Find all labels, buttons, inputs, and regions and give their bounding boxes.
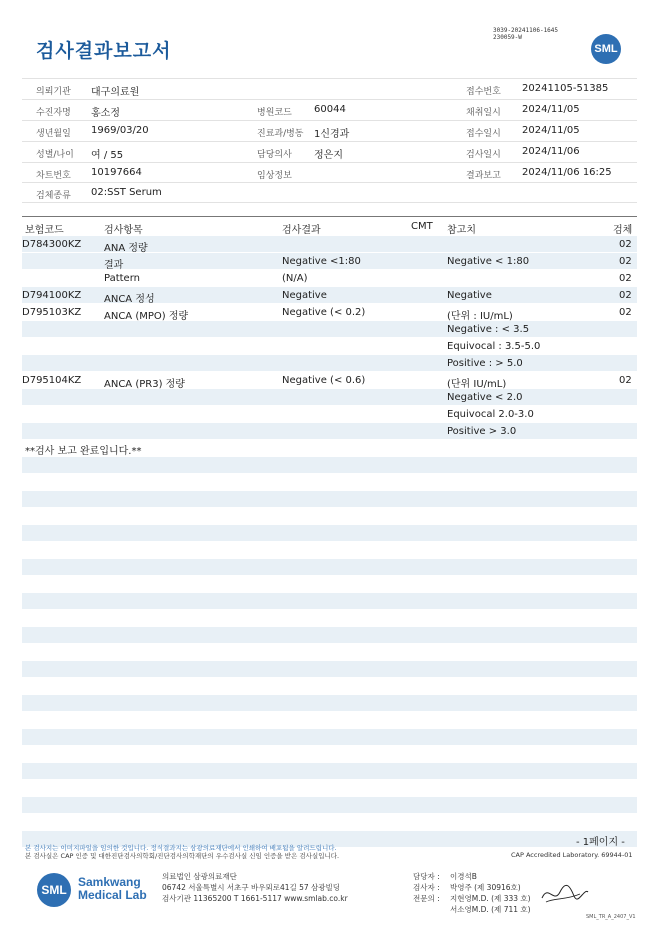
column-header-item: 검사항목: [104, 225, 143, 236]
row-item: ANCA (MPO) 정량: [104, 311, 189, 322]
field-value: 2024/11/06 16:25: [522, 167, 612, 178]
field-label: 의뢰기관: [36, 87, 71, 97]
staff-value: 서소영M.D. (제 711 호): [450, 905, 531, 914]
row-item: Pattern: [104, 273, 140, 284]
field-label: 진료과/병동: [257, 129, 304, 139]
header-divider: [22, 202, 637, 203]
row-item: ANCA (PR3) 정량: [104, 379, 185, 390]
staff-label: 검사자 :: [413, 883, 440, 892]
signature-icon: [540, 878, 590, 908]
header-divider: [22, 182, 637, 183]
field-label: 접수번호: [466, 87, 501, 97]
organization-contact: 검사기관 11365200 T 1661-5117 www.smlab.co.kr: [162, 894, 348, 903]
staff-value: 이경석B: [450, 872, 477, 881]
row-reference: Negative: [447, 290, 492, 301]
row-item: 결과: [104, 260, 124, 271]
row-item: ANCA 정성: [104, 294, 155, 305]
staff-label: 전문의 :: [413, 894, 440, 903]
field-value: 20241105-51385: [522, 83, 609, 94]
field-label: 결과보고: [466, 171, 501, 181]
column-header-cmt: CMT: [411, 221, 433, 232]
field-label: 수진자명: [36, 108, 71, 118]
row-code: D794100KZ: [22, 290, 82, 301]
row-stripe: [22, 593, 637, 609]
row-stripe: [22, 695, 637, 711]
cap-accreditation: CAP Accredited Laboratory. 69944-01: [511, 851, 633, 859]
row-item: ANA 정량: [104, 243, 148, 254]
row-stripe: [22, 729, 637, 745]
sml-logo-icon: SML: [591, 34, 621, 64]
brand-line-1: Samkwang: [78, 875, 141, 889]
row-reference: Positive > 3.0: [447, 426, 517, 437]
field-label: 검체종류: [36, 191, 71, 201]
document-id-line-2: 230059-W: [493, 34, 522, 41]
row-stripe: [22, 389, 637, 405]
row-result: Negative (< 0.2): [282, 307, 366, 318]
header-divider: [22, 120, 637, 121]
row-code: D784300KZ: [22, 239, 82, 250]
field-value: 60044: [314, 104, 346, 115]
field-value: 정은지: [314, 150, 343, 161]
row-stripe: [22, 661, 637, 677]
field-value: 2024/11/06: [522, 146, 580, 157]
organization-address: 06742 서울특별시 서초구 바우뫼로41길 57 삼광빌딩: [162, 883, 341, 892]
staff-value: 박영주 (제 30916호): [450, 883, 521, 892]
field-value: 여 / 55: [91, 150, 124, 161]
organization-name: 의료법인 삼광의료재단: [162, 872, 237, 881]
field-label: 생년월일: [36, 129, 71, 139]
staff-value: 지현영M.D. (제 333 호): [450, 894, 531, 903]
row-stripe: [22, 763, 637, 779]
field-value: 02:SST Serum: [91, 187, 162, 198]
header-divider: [22, 162, 637, 163]
brand-name: [78, 876, 147, 902]
header-divider: [22, 99, 637, 100]
column-header-specimen: 검체: [613, 225, 633, 236]
row-reference: (단위 IU/mL): [447, 379, 507, 390]
field-label: 접수일시: [466, 129, 501, 139]
field-value: 홍소정: [91, 108, 120, 119]
staff-label: 담당자 :: [413, 872, 440, 881]
row-result: (N/A): [282, 273, 308, 284]
column-header-reference: 참고치: [447, 225, 476, 236]
field-value: 1신경과: [314, 129, 350, 140]
field-label: 담당의사: [257, 150, 292, 160]
field-value: 1969/03/20: [91, 125, 149, 136]
report-title: 검사결과보고서: [36, 40, 172, 62]
row-specimen: 02: [619, 256, 632, 267]
field-value: 대구의료원: [91, 87, 140, 98]
footer-notice: 본 검사지는 이미지파일을 임의한 것입니다. 정식결과지는 삼광의료재단에서 인쇄하여 배포됨을 알려드립니다.: [25, 844, 337, 852]
column-header-code: 보험코드: [25, 225, 64, 236]
field-label: 성별/나이: [36, 150, 74, 160]
row-stripe: [22, 423, 637, 439]
field-value: 2024/11/05: [522, 104, 580, 115]
sml-logo-icon: SML: [37, 873, 71, 907]
row-reference: Equivocal 2.0-3.0: [447, 409, 534, 420]
row-reference: Equivocal : 3.5-5.0: [447, 341, 541, 352]
row-stripe: [22, 457, 637, 473]
field-label: 채취일시: [466, 108, 501, 118]
form-code: SML_TR_A_2407_V1: [586, 914, 636, 920]
row-specimen: 02: [619, 375, 632, 386]
row-stripe: [22, 525, 637, 541]
row-result: Negative: [282, 290, 327, 301]
row-code: D795103KZ: [22, 307, 82, 318]
footer-accreditation-note: 본 검사실은 CAP 인증 및 대한진단검사의학회/진단검사의학재단의 우수검사실 신임 인증을 받은 검사실입니다.: [25, 852, 340, 860]
row-reference: Negative : < 3.5: [447, 324, 530, 335]
row-specimen: 02: [619, 273, 632, 284]
row-reference: (단위 : IU/mL): [447, 311, 513, 322]
column-header-result: 검사결과: [282, 225, 321, 236]
row-specimen: 02: [619, 307, 632, 318]
field-value: 10197664: [91, 167, 142, 178]
row-result: Negative <1:80: [282, 256, 361, 267]
field-label: 병원코드: [257, 108, 292, 118]
row-specimen: 02: [619, 290, 632, 301]
row-result: Negative (< 0.6): [282, 375, 366, 386]
row-specimen: 02: [619, 239, 632, 250]
brand-line-2: Medical Lab: [78, 888, 147, 902]
document-id-line-1: 3039-20241106-1645: [493, 27, 559, 34]
table-header-rule: [22, 216, 637, 217]
row-reference: Negative < 1:80: [447, 256, 530, 267]
report-complete-note: **검사 보고 완료입니다.**: [25, 446, 142, 457]
row-stripe: [22, 797, 637, 813]
row-reference: Positive : > 5.0: [447, 358, 523, 369]
row-stripe: [22, 559, 637, 575]
field-value: 2024/11/05: [522, 125, 580, 136]
row-reference: Negative < 2.0: [447, 392, 523, 403]
row-code: D795104KZ: [22, 375, 82, 386]
row-stripe: [22, 491, 637, 507]
field-label: 검사일시: [466, 150, 501, 160]
row-stripe: [22, 355, 637, 371]
document-id: [493, 27, 558, 41]
field-label: 차트번호: [36, 171, 71, 181]
row-stripe: [22, 627, 637, 643]
row-stripe: [22, 321, 637, 337]
page-number: - 1페이지 -: [576, 837, 625, 848]
header-divider: [22, 78, 637, 79]
header-divider: [22, 141, 637, 142]
field-label: 임상정보: [257, 171, 292, 181]
